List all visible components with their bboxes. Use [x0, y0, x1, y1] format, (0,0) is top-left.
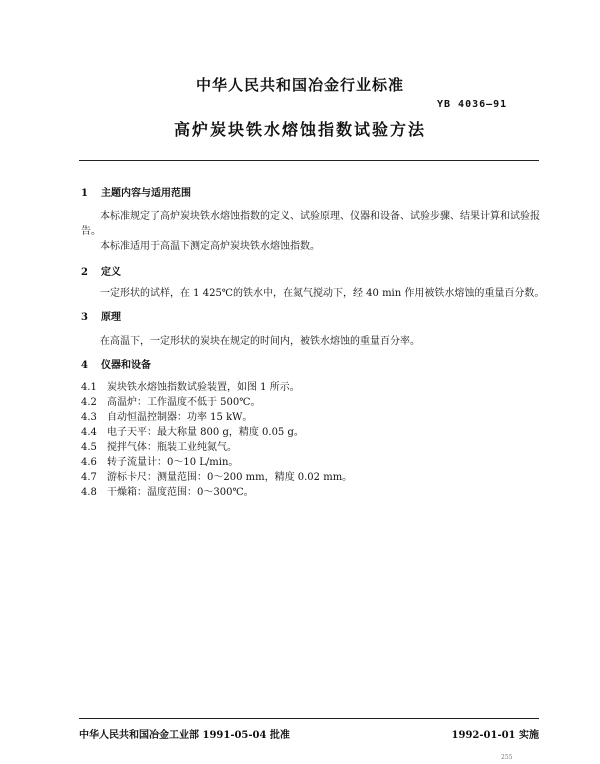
list-item — [81, 393, 260, 408]
section-3-heading — [81, 308, 121, 323]
item-number: 4.3 — [81, 412, 97, 423]
implementation-date: 1992-01-01 实施 — [451, 730, 539, 741]
document-title: 高炉炭块铁水熔蚀指数试验方法 — [173, 120, 426, 139]
list-item — [81, 438, 237, 453]
item-text: 转子流量计：0～10 L/min。 — [107, 457, 239, 468]
standard-code: YB 4036—91 — [437, 99, 508, 110]
section-2-paragraph: 一定形状的试样，在 1 425℃的铁水中，在氮气搅动下，经 40 min 作用被铁水熔蚀的重量百分数。 — [100, 288, 545, 299]
page-number: 255 — [501, 754, 513, 761]
item-text: 炭块铁水熔蚀指数试验装置，如图 1 所示。 — [107, 382, 300, 393]
list-item — [81, 483, 254, 498]
header-divider — [79, 160, 539, 161]
item-number: 4.6 — [81, 457, 97, 468]
item-number: 4.7 — [81, 472, 97, 483]
item-text: 游标卡尺：测量范围：0～200 mm，精度 0.02 mm。 — [107, 472, 353, 483]
item-number: 4.8 — [81, 487, 97, 498]
list-item — [81, 453, 238, 468]
section-1-number: 1 — [81, 188, 88, 199]
section-2-number: 2 — [81, 267, 88, 278]
list-item — [81, 408, 252, 423]
item-number: 4.5 — [81, 442, 97, 453]
item-text: 高温炉：工作温度不低于 500℃。 — [107, 397, 261, 408]
section-2-heading — [81, 263, 121, 278]
approval-date: 中华人民共和国冶金工业部 1991-05-04 批准 — [79, 730, 290, 741]
item-text: 搅拌气体：瓶装工业纯氮气。 — [107, 442, 237, 453]
item-text: 电子天平：最大称量 800 g，精度 0.05 g。 — [107, 427, 304, 438]
section-1-heading — [81, 184, 191, 199]
footer-divider — [79, 718, 539, 719]
item-number: 4.1 — [81, 382, 97, 393]
item-text: 干燥箱：温度范围：0～300℃。 — [107, 487, 254, 498]
section-4-title: 仪器和设备 — [101, 360, 151, 371]
section-3-title: 原理 — [101, 312, 121, 323]
section-1-paragraph-1: 本标准规定了高炉炭块铁水熔蚀指数的定义、试验原理、仪器和设备、试验步骤、结果计算和试验报 — [100, 211, 540, 222]
section-3-paragraph: 在高温下，一定形状的炭块在规定的时间内，被铁水熔蚀的重量百分率。 — [100, 336, 420, 347]
item-number: 4.2 — [81, 397, 97, 408]
section-1-paragraph-2: 本标准适用于高温下测定高炉炭块铁水熔蚀指数。 — [100, 241, 320, 252]
item-text: 自动恒温控制器：功率 15 kW。 — [107, 412, 253, 423]
issuing-organization: 中华人民共和国冶金行业标准 — [195, 76, 404, 94]
section-1-paragraph-1-cont: 告。 — [81, 226, 101, 237]
section-4-heading — [81, 356, 151, 371]
section-3-number: 3 — [81, 312, 88, 323]
list-item — [81, 378, 300, 393]
section-1-title: 主题内容与适用范围 — [101, 188, 191, 199]
list-item — [81, 423, 304, 438]
section-4-number: 4 — [81, 360, 88, 371]
list-item — [81, 468, 352, 483]
item-number: 4.4 — [81, 427, 97, 438]
section-2-title: 定义 — [101, 267, 121, 278]
